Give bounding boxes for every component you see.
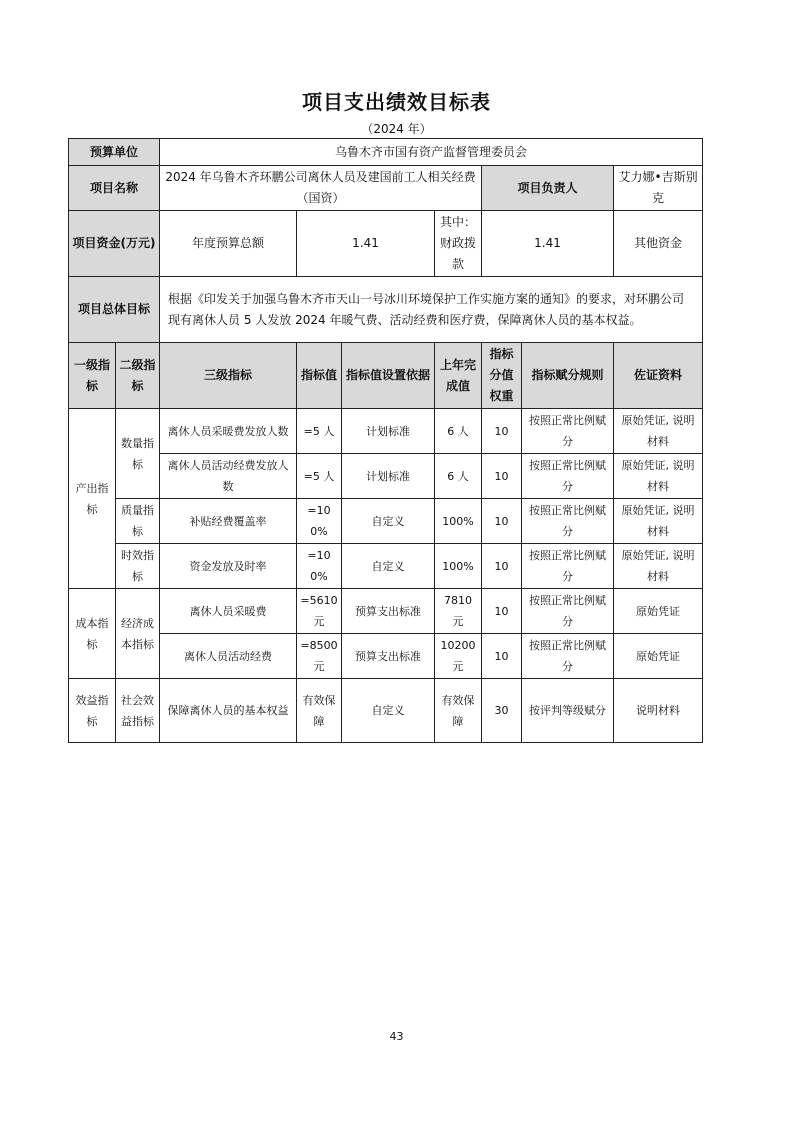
indicator-weight: 10 [482, 544, 522, 589]
group-benefit: 效益指标 [69, 679, 116, 743]
table-row [69, 589, 703, 634]
fiscal-value: 1.41 [482, 211, 614, 277]
subgroup-quality: 质量指标 [116, 499, 160, 544]
header-level3: 三级指标 [160, 343, 297, 409]
table-row [69, 499, 703, 544]
table-row [69, 634, 703, 679]
annual-budget-label: 年度预算总额 [160, 211, 297, 277]
indicator-evidence: 原始凭证 [614, 589, 703, 634]
indicator-target: =100% [297, 544, 342, 589]
indicator-name: 离休人员采暖费 [160, 589, 297, 634]
indicator-evidence: 原始凭证, 说明材料 [614, 409, 703, 454]
indicator-weight: 10 [482, 634, 522, 679]
indicator-target: =5 人 [297, 409, 342, 454]
project-name-label: 项目名称 [69, 166, 160, 211]
header-weight: 指标分值权重 [482, 343, 522, 409]
table-row [69, 544, 703, 589]
subgroup-social-benefit: 社会效益指标 [116, 679, 160, 743]
header-last-year: 上年完成值 [435, 343, 482, 409]
indicator-evidence: 原始凭证, 说明材料 [614, 454, 703, 499]
indicator-last-year: 100% [435, 544, 482, 589]
indicator-rule: 按评判等级赋分 [522, 679, 614, 743]
indicator-weight: 10 [482, 499, 522, 544]
indicator-name: 资金发放及时率 [160, 544, 297, 589]
year-label: （2024 年） [361, 122, 432, 136]
indicator-last-year: 100% [435, 499, 482, 544]
indicator-weight: 10 [482, 454, 522, 499]
annual-budget-value: 1.41 [297, 211, 435, 277]
project-name-value: 2024 年乌鲁木齐环鹏公司离休人员及建国前工人相关经费（国资） [160, 166, 482, 211]
indicator-target: =5 人 [297, 454, 342, 499]
indicator-basis: 计划标准 [342, 454, 435, 499]
group-cost: 成本指标 [69, 589, 116, 679]
page-number: 43 [389, 1030, 404, 1043]
table-row [69, 454, 703, 499]
indicator-weight: 30 [482, 679, 522, 743]
indicator-evidence: 原始凭证 [614, 634, 703, 679]
other-funds-label: 其他资金 [614, 211, 703, 277]
header-basis: 指标值设置依据 [342, 343, 435, 409]
indicator-rule: 按照正常比例赋分 [522, 409, 614, 454]
subgroup-economic-cost: 经济成本指标 [116, 589, 160, 679]
indicator-weight: 10 [482, 409, 522, 454]
indicator-target: 有效保障 [297, 679, 342, 743]
indicator-evidence: 原始凭证, 说明材料 [614, 544, 703, 589]
indicator-name: 离休人员活动经费 [160, 634, 297, 679]
indicator-evidence: 说明材料 [614, 679, 703, 743]
page-title: 项目支出绩效目标表 [302, 90, 491, 114]
indicator-name: 离休人员采暖费发放人数 [160, 409, 297, 454]
indicator-rule: 按照正常比例赋分 [522, 634, 614, 679]
indicator-last-year: 10200 元 [435, 634, 482, 679]
header-target: 指标值 [297, 343, 342, 409]
header-evidence: 佐证资料 [614, 343, 703, 409]
subgroup-timeliness: 时效指标 [116, 544, 160, 589]
project-manager-label: 项目负责人 [482, 166, 614, 211]
overall-goal-label: 项目总体目标 [69, 277, 160, 343]
indicator-rule: 按照正常比例赋分 [522, 454, 614, 499]
indicator-target: =5610 元 [297, 589, 342, 634]
indicator-rule: 按照正常比例赋分 [522, 499, 614, 544]
header-level2: 二级指标 [116, 343, 160, 409]
indicator-basis: 自定义 [342, 544, 435, 589]
indicator-last-year: 有效保障 [435, 679, 482, 743]
indicator-last-year: 6 人 [435, 454, 482, 499]
overall-goal-text: 根据《印发关于加强乌鲁木齐市天山一号冰川环境保护工作实施方案的通知》的要求，对环鹏公司现有离休人员 5 人发放 2024 年暖气费、活动经费和医疗费，保障离休人员的基本权益。 [160, 277, 703, 343]
indicator-basis: 计划标准 [342, 409, 435, 454]
indicator-name: 补贴经费覆盖率 [160, 499, 297, 544]
project-manager-value: 艾力娜•吉斯别克 [614, 166, 703, 211]
indicator-rule: 按照正常比例赋分 [522, 589, 614, 634]
fiscal-label: 其中：财政拨款 [435, 211, 482, 277]
header-rule: 指标赋分规则 [522, 343, 614, 409]
table-row [69, 409, 703, 454]
indicator-name: 保障离休人员的基本权益 [160, 679, 297, 743]
subgroup-quantity: 数量指标 [116, 409, 160, 499]
budget-unit-value: 乌鲁木齐市国有资产监督管理委员会 [160, 139, 703, 166]
indicator-last-year: 7810 元 [435, 589, 482, 634]
group-output: 产出指标 [69, 409, 116, 589]
funds-label: 项目资金(万元) [69, 211, 160, 277]
indicator-name: 离休人员活动经费发放人数 [160, 454, 297, 499]
indicator-evidence: 原始凭证, 说明材料 [614, 499, 703, 544]
indicator-basis: 预算支出标准 [342, 589, 435, 634]
indicator-basis: 自定义 [342, 679, 435, 743]
indicator-rule: 按照正常比例赋分 [522, 544, 614, 589]
indicator-target: =8500 元 [297, 634, 342, 679]
budget-unit-label: 预算单位 [69, 139, 160, 166]
table-row [69, 679, 703, 743]
indicator-last-year: 6 人 [435, 409, 482, 454]
performance-table [68, 138, 703, 743]
indicator-weight: 10 [482, 589, 522, 634]
header-level1: 一级指标 [69, 343, 116, 409]
indicator-basis: 预算支出标准 [342, 634, 435, 679]
indicator-basis: 自定义 [342, 499, 435, 544]
indicator-target: =100% [297, 499, 342, 544]
